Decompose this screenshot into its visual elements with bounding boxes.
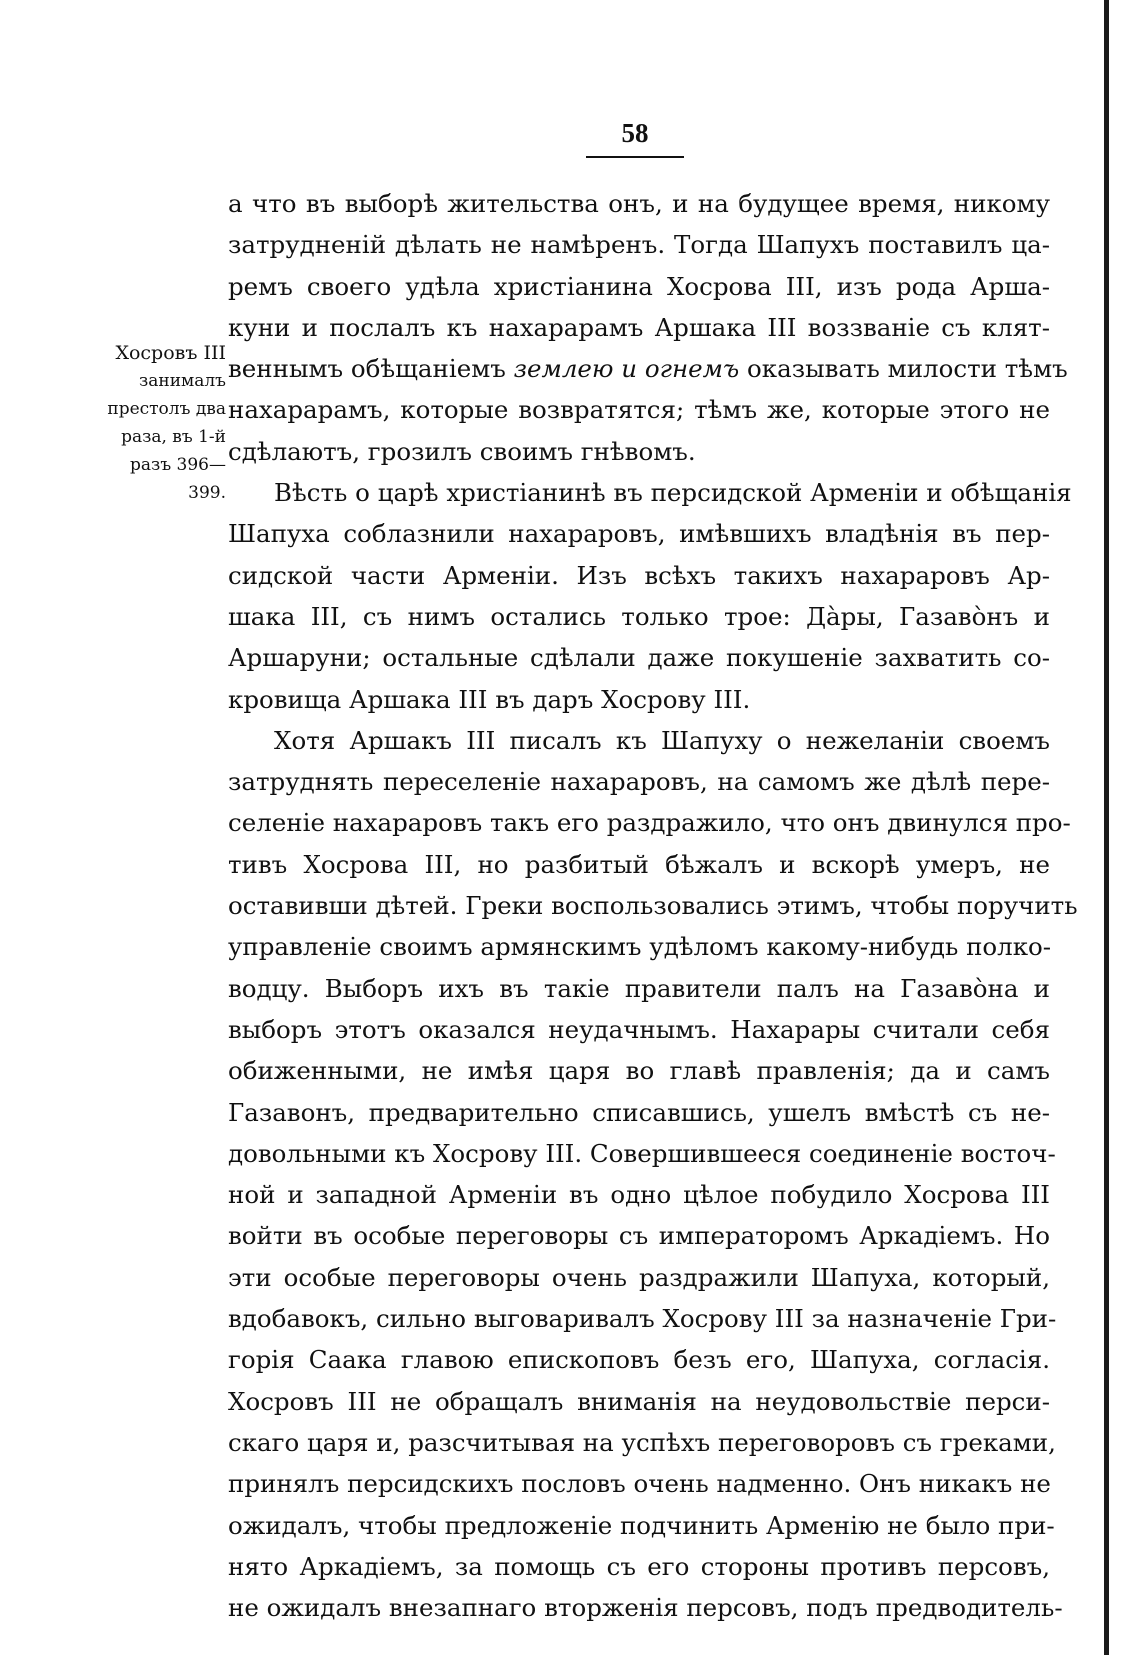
page-number: 58 <box>621 118 649 148</box>
text-line: водцу. Выборъ ихъ въ такіе правители палъ на Газавòна и <box>228 973 1050 1003</box>
text-line: сдѣлаютъ, грозилъ своимъ гнѣвомъ. <box>228 436 696 466</box>
text-segment: оказывать милости тѣмъ <box>739 354 1068 384</box>
text-line: сидской части Арменіи. Изъ всѣхъ такихъ нахараровъ Ар- <box>228 560 1050 590</box>
emphasized-phrase: землею и огнемъ <box>513 354 740 384</box>
text-line: Аршаруни; остальные сдѣлали даже покушеніе захватить со- <box>228 643 1050 673</box>
text-line: обиженными, не имѣя царя во главѣ правленія; да и самъ <box>228 1056 1050 1086</box>
text-line: селеніе нахараровъ такъ его раздражило, что онъ двинулся про- <box>228 808 1071 838</box>
margin-note-line: престолъ два <box>107 399 226 419</box>
text-line: скаго царя и, разсчитывая на успѣхъ переговоровъ съ греками, <box>228 1427 1056 1457</box>
text-line: Газавонъ, предварительно списавшись, ушелъ вмѣстѣ съ не- <box>228 1097 1050 1127</box>
text-line: Хосровъ III не обращалъ вниманія на неудовольствіе перси- <box>228 1386 1050 1416</box>
text-line: куни и послалъ къ нахарарамъ Аршака III воззваніе съ клят- <box>228 312 1050 342</box>
text-line: кровища Аршака III въ даръ Хосрову III. <box>228 684 751 714</box>
margin-note-line: разъ 396— <box>130 455 226 475</box>
text-line: эти особые переговоры очень раздражили Шапуха, который, <box>228 1262 1050 1292</box>
margin-note-line: Хосровъ III <box>115 342 226 364</box>
body-text <box>228 183 1078 1628</box>
text-line: Вѣсть о царѣ христіанинѣ въ персидской Арменіи и обѣщанія <box>274 478 1072 508</box>
text-line: нахарарамъ, которые возвратятся; тѣмъ же, которые этого не <box>228 395 1050 425</box>
text-line: затрудненій дѣлать не намѣренъ. Тогда Шапухъ поставилъ ца- <box>228 230 1050 260</box>
text-line: довольными къ Хосрову III. Совершившееся соединеніе восточ- <box>228 1138 1056 1168</box>
scan-page-edge <box>1104 0 1109 1655</box>
text-line: горія Саака главою епископовъ безъ его, Шапуха, согласія. <box>228 1345 1050 1375</box>
text-line <box>228 348 1068 389</box>
text-line: оставивши дѣтей. Греки воспользовались этимъ, чтобы поручить <box>228 891 1078 921</box>
margin-note-line: занималъ <box>138 371 226 391</box>
text-line: а что въ выборѣ жительства онъ, и на будущее время, никому <box>228 189 1050 218</box>
margin-note-line: 399. <box>188 483 226 503</box>
text-line: ремъ своего удѣла христіанина Хосрова III, изъ рода Арша- <box>228 271 1050 301</box>
margin-note <box>84 339 226 507</box>
text-line: ожидалъ, чтобы предложеніе подчинить Арменію не было при- <box>228 1510 1055 1540</box>
text-line: ной и западной Арменіи въ одно цѣлое побудило Хосрова III <box>228 1180 1050 1210</box>
text-line: тивъ Хосрова III, но разбитый бѣжалъ и вскорѣ умеръ, не <box>228 849 1050 879</box>
text-line: управленіе своимъ армянскимъ удѣломъ какому-нибудь полко- <box>228 932 1052 962</box>
text-segment: веннымъ обѣщаніемъ <box>228 354 514 384</box>
page-number-rule <box>586 156 684 158</box>
text-line: выборъ этотъ оказался неудачнымъ. Нахарары считали себя <box>228 1014 1050 1044</box>
text-line: затруднять переселеніе нахараровъ, на самомъ же дѣлѣ пере- <box>228 767 1050 797</box>
text-line: вдобавокъ, сильно выговаривалъ Хосрову III за назначеніе Гри- <box>228 1304 1057 1334</box>
text-line: принялъ персидскихъ пословъ очень надменно. Онъ никакъ не <box>228 1469 1051 1499</box>
text-line: войти въ особые переговоры съ императоромъ Аркадіемъ. Но <box>228 1221 1050 1251</box>
text-line: шака III, съ нимъ остались только трое: Дàры, Газавòнъ и <box>228 601 1050 631</box>
text-line: нято Аркадіемъ, за помощь съ его стороны противъ персовъ, <box>228 1551 1050 1581</box>
margin-note-line: раза, въ 1-й <box>121 427 226 447</box>
text-line: Шапуха соблазнили нахараровъ, имѣвшихъ владѣнія въ пер- <box>228 519 1050 549</box>
text-line: не ожидалъ внезапнаго вторженія персовъ, подъ предводитель- <box>228 1593 1063 1623</box>
text-line: Хотя Аршакъ III писалъ къ Шапуху о нежеланіи своемъ <box>274 725 1050 755</box>
